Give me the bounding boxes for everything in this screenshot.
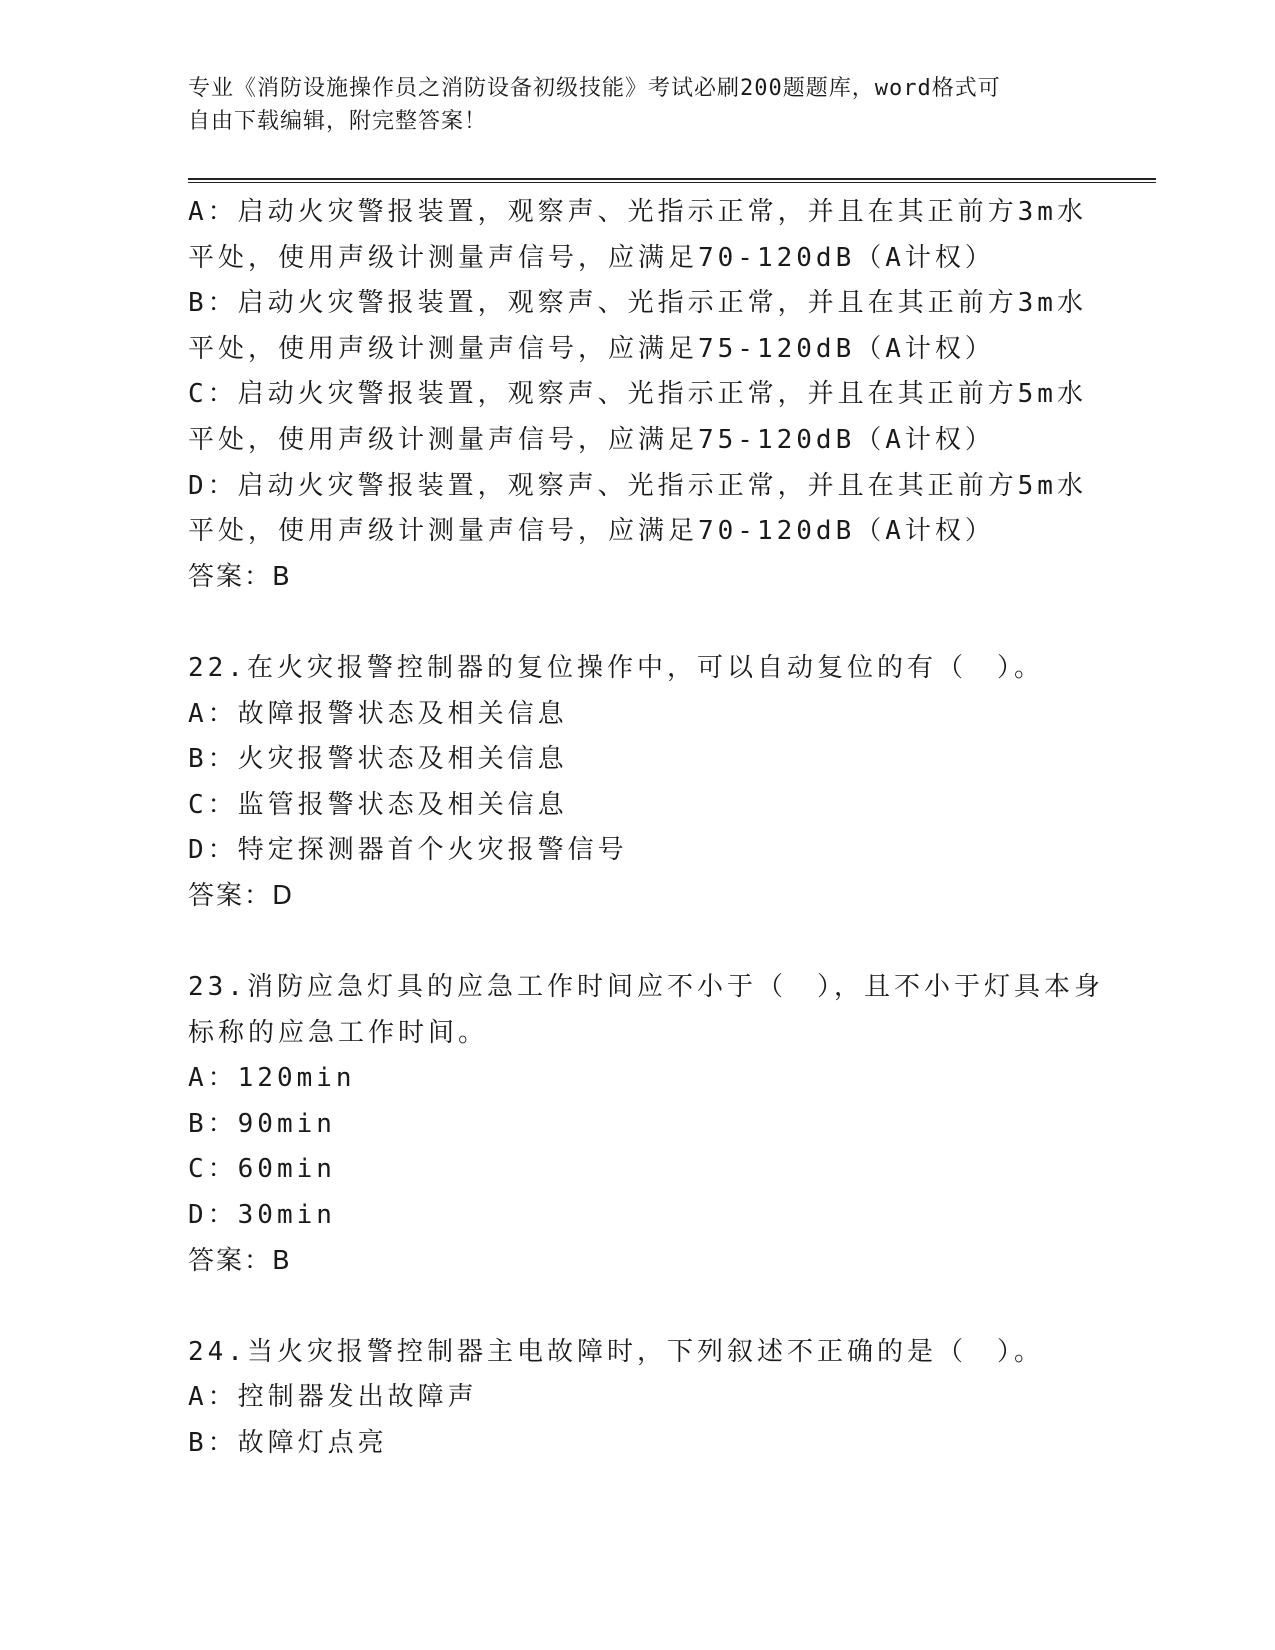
spacer — [188, 920, 1088, 966]
spacer — [188, 600, 1088, 646]
question-23-option-a: A：120min — [188, 1063, 356, 1094]
option-b-line-1: B：启动火灾警报装置，观察声、光指示正常，并且在其正前方3m水 — [188, 288, 1087, 319]
option-c-line-1: C：启动火灾警报装置，观察声、光指示正常，并且在其正前方5m水 — [188, 379, 1087, 410]
option-c-line-2: 平处，使用声级计测量声信号，应满足75-120dB（A计权） — [188, 424, 995, 455]
document-body — [188, 190, 1104, 1467]
answer-23: 答案：B — [188, 1245, 292, 1276]
header-divider — [188, 178, 1156, 183]
option-b-line-2: 平处，使用声级计测量声信号，应满足75-120dB（A计权） — [188, 333, 995, 364]
header-line-2: 自由下载编辑，附完整答案！ — [188, 109, 488, 134]
question-24 — [188, 1330, 1088, 1467]
question-22-option-c: C：监管报警状态及相关信息 — [188, 789, 568, 820]
question-22-option-d: D：特定探测器首个火灾报警信号 — [188, 835, 628, 866]
question-23 — [188, 965, 1104, 1284]
answer-21: 答案：B — [188, 561, 292, 592]
question-23-stem-line-2: 标称的应急工作时间。 — [188, 1017, 489, 1048]
spacer — [188, 1284, 1088, 1330]
question-23-option-c: C：60min — [188, 1154, 336, 1185]
question-21-options — [188, 190, 1088, 600]
header-line-1: 专业《消防设施操作员之消防设备初级技能》考试必刷200题题库，word格式可 — [188, 76, 1001, 101]
option-a-line-2: 平处，使用声级计测量声信号，应满足70-120dB（A计权） — [188, 242, 995, 273]
question-24-stem: 24.当火灾报警控制器主电故障时，下列叙述不正确的是（ ）。 — [188, 1336, 1044, 1367]
question-22-option-a: A：故障报警状态及相关信息 — [188, 698, 568, 729]
question-22-stem: 22.在火灾报警控制器的复位操作中，可以自动复位的有（ ）。 — [188, 652, 1044, 683]
question-23-stem-line-1: 23.消防应急灯具的应急工作时间应不小于（ ），且不小于灯具本身 — [188, 972, 1104, 1003]
question-22-option-b: B：火灾报警状态及相关信息 — [188, 744, 568, 775]
answer-22: 答案：D — [188, 880, 295, 911]
option-d-line-2: 平处，使用声级计测量声信号，应满足70-120dB（A计权） — [188, 516, 995, 547]
question-22 — [188, 646, 1088, 920]
question-24-option-a: A：控制器发出故障声 — [188, 1382, 478, 1413]
question-23-option-d: D：30min — [188, 1200, 336, 1231]
document-header — [188, 72, 1068, 138]
question-23-option-b: B：90min — [188, 1108, 336, 1139]
question-24-option-b: B：故障灯点亮 — [188, 1428, 388, 1459]
option-d-line-1: D：启动火灾警报装置，观察声、光指示正常，并且在其正前方5m水 — [188, 470, 1087, 501]
option-a-line-1: A：启动火灾警报装置，观察声、光指示正常，并且在其正前方3m水 — [188, 197, 1087, 227]
